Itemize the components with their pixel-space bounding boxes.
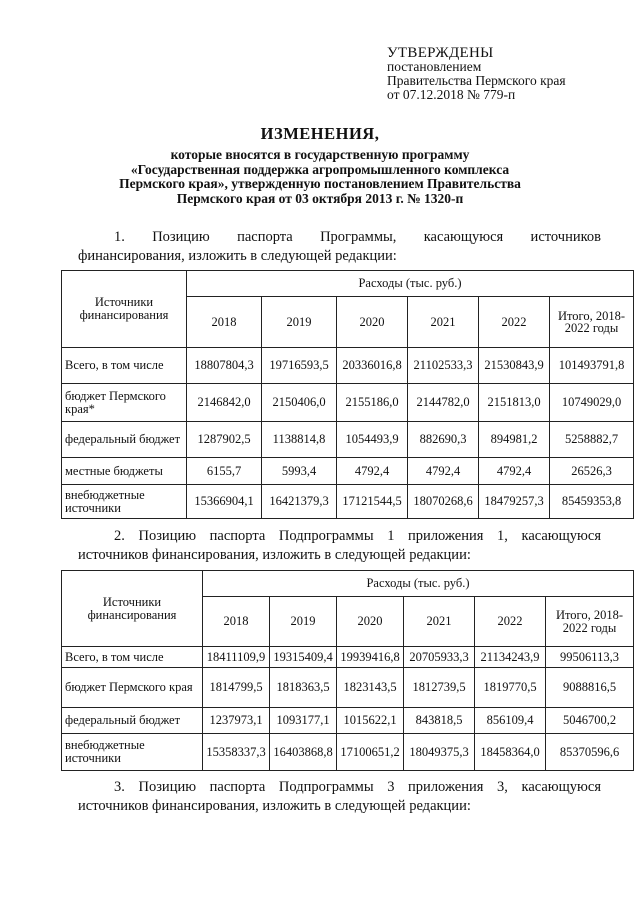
row-label: бюджет Пермского края (62, 668, 203, 708)
cell-value: 17100651,2 (337, 734, 404, 771)
cell-value: 5046700,2 (546, 708, 634, 734)
row-label: внебюджетные источники (62, 734, 203, 771)
financing-table-2 (61, 570, 634, 771)
source-header: Источники финансирования (62, 571, 203, 647)
year-header: 2022 (479, 297, 550, 348)
cell-value: 4792,4 (479, 458, 550, 485)
cell-value: 101493791,8 (550, 348, 634, 384)
section-paragraph-1 (78, 228, 601, 266)
title-main: ИЗМЕНЕНИЯ, (260, 124, 380, 143)
cell-value: 19716593,5 (262, 348, 337, 384)
subtitle-line: которые вносятся в государственную программу (170, 147, 470, 162)
cell-value: 18807804,3 (187, 348, 262, 384)
cell-value: 4792,4 (337, 458, 408, 485)
cell-value: 5993,4 (262, 458, 337, 485)
table-row (62, 647, 634, 668)
table-row (62, 384, 634, 422)
document-title (60, 124, 580, 206)
cell-value: 26526,3 (550, 458, 634, 485)
total-header: Итого, 2018-2022 годы (546, 597, 634, 647)
row-label: местные бюджеты (62, 458, 187, 485)
cell-value: 4792,4 (408, 458, 479, 485)
cell-value: 882690,3 (408, 422, 479, 458)
cell-value: 6155,7 (187, 458, 262, 485)
cell-value: 16421379,3 (262, 485, 337, 519)
cell-value: 1814799,5 (203, 668, 270, 708)
cell-value: 843818,5 (404, 708, 475, 734)
table-row (62, 458, 634, 485)
cell-value: 2144782,0 (408, 384, 479, 422)
cell-value: 2146842,0 (187, 384, 262, 422)
title-subtitle (60, 148, 580, 206)
year-header: 2022 (475, 597, 546, 647)
approval-line: Правительства Пермского края (387, 73, 566, 88)
expenses-header: Расходы (тыс. руб.) (203, 571, 634, 597)
cell-value: 9088816,5 (546, 668, 634, 708)
cell-value: 15358337,3 (203, 734, 270, 771)
cell-value: 18458364,0 (475, 734, 546, 771)
cell-value: 17121544,5 (337, 485, 408, 519)
cell-value: 10749029,0 (550, 384, 634, 422)
total-header: Итого, 2018-2022 годы (550, 297, 634, 348)
cell-value: 18411109,9 (203, 647, 270, 668)
cell-value: 1812739,5 (404, 668, 475, 708)
cell-value: 20705933,3 (404, 647, 475, 668)
cell-value: 2151813,0 (479, 384, 550, 422)
cell-value: 21134243,9 (475, 647, 546, 668)
cell-value: 2155186,0 (337, 384, 408, 422)
cell-value: 19939416,8 (337, 647, 404, 668)
cell-value: 1237973,1 (203, 708, 270, 734)
table-row (62, 708, 634, 734)
paragraph-line: финансирования, изложить в следующей редакции: (78, 248, 397, 264)
approval-line: постановлением (387, 59, 482, 74)
row-label: федеральный бюджет (62, 422, 187, 458)
paragraph-line: 2. Позицию паспорта Подпрограммы 1 приложения 1, касающуюся (114, 528, 601, 544)
cell-value: 1138814,8 (262, 422, 337, 458)
paragraph-line: источников финансирования, изложить в следующей редакции: (78, 798, 471, 814)
table-row (62, 485, 634, 519)
subtitle-line: Пермского края», утвержденную постановлением Правительства (119, 176, 521, 191)
row-label: Всего, в том числе (62, 348, 187, 384)
cell-value: 85459353,8 (550, 485, 634, 519)
cell-value: 1823143,5 (337, 668, 404, 708)
cell-value: 1054493,9 (337, 422, 408, 458)
paragraph-line: источников финансирования, изложить в следующей редакции: (78, 547, 471, 563)
row-label: внебюджетные источники (62, 485, 187, 519)
row-label: бюджет Пермского края* (62, 384, 187, 422)
year-header: 2018 (187, 297, 262, 348)
cell-value: 18070268,6 (408, 485, 479, 519)
cell-value: 1819770,5 (475, 668, 546, 708)
cell-value: 894981,2 (479, 422, 550, 458)
table-row (62, 734, 634, 771)
paragraph-line: 3. Позицию паспорта Подпрограммы 3 приложения 3, касающуюся (114, 779, 601, 795)
source-header: Источники финансирования (62, 271, 187, 348)
approval-heading: УТВЕРЖДЕНЫ (387, 45, 494, 61)
year-header: 2018 (203, 597, 270, 647)
financing-table-1 (61, 270, 634, 519)
cell-value: 856109,4 (475, 708, 546, 734)
cell-value: 18049375,3 (404, 734, 475, 771)
cell-value: 1287902,5 (187, 422, 262, 458)
year-header: 2019 (262, 297, 337, 348)
cell-value: 19315409,4 (270, 647, 337, 668)
year-header: 2020 (337, 597, 404, 647)
year-header: 2021 (404, 597, 475, 647)
cell-value: 5258882,7 (550, 422, 634, 458)
table-row (62, 668, 634, 708)
year-header: 2021 (408, 297, 479, 348)
cell-value: 15366904,1 (187, 485, 262, 519)
cell-value: 21530843,9 (479, 348, 550, 384)
table-row (62, 422, 634, 458)
cell-value: 1093177,1 (270, 708, 337, 734)
expenses-header: Расходы (тыс. руб.) (187, 271, 634, 297)
subtitle-line: Пермского края от 03 октября 2013 г. № 1320-п (176, 190, 464, 206)
subtitle-line: «Государственная поддержка агропромышленного комплекса (130, 161, 510, 177)
cell-value: 2150406,0 (262, 384, 337, 422)
paragraph-line: 1. Позицию паспорта Программы, касающуюся источников (114, 229, 601, 245)
year-header: 2020 (337, 297, 408, 348)
section-paragraph-3 (78, 778, 601, 816)
cell-value: 16403868,8 (270, 734, 337, 771)
cell-value: 18479257,3 (479, 485, 550, 519)
row-label: федеральный бюджет (62, 708, 203, 734)
cell-value: 1818363,5 (270, 668, 337, 708)
section-paragraph-2 (78, 527, 601, 565)
table-row (62, 348, 634, 384)
cell-value: 1015622,1 (337, 708, 404, 734)
row-label: Всего, в том числе (62, 647, 203, 668)
cell-value: 85370596,6 (546, 734, 634, 771)
approval-line: от 07.12.2018 № 779-п (387, 87, 516, 102)
cell-value: 21102533,3 (408, 348, 479, 384)
cell-value: 99506113,3 (546, 647, 634, 668)
approval-stamp (387, 46, 627, 102)
year-header: 2019 (270, 597, 337, 647)
cell-value: 20336016,8 (337, 348, 408, 384)
